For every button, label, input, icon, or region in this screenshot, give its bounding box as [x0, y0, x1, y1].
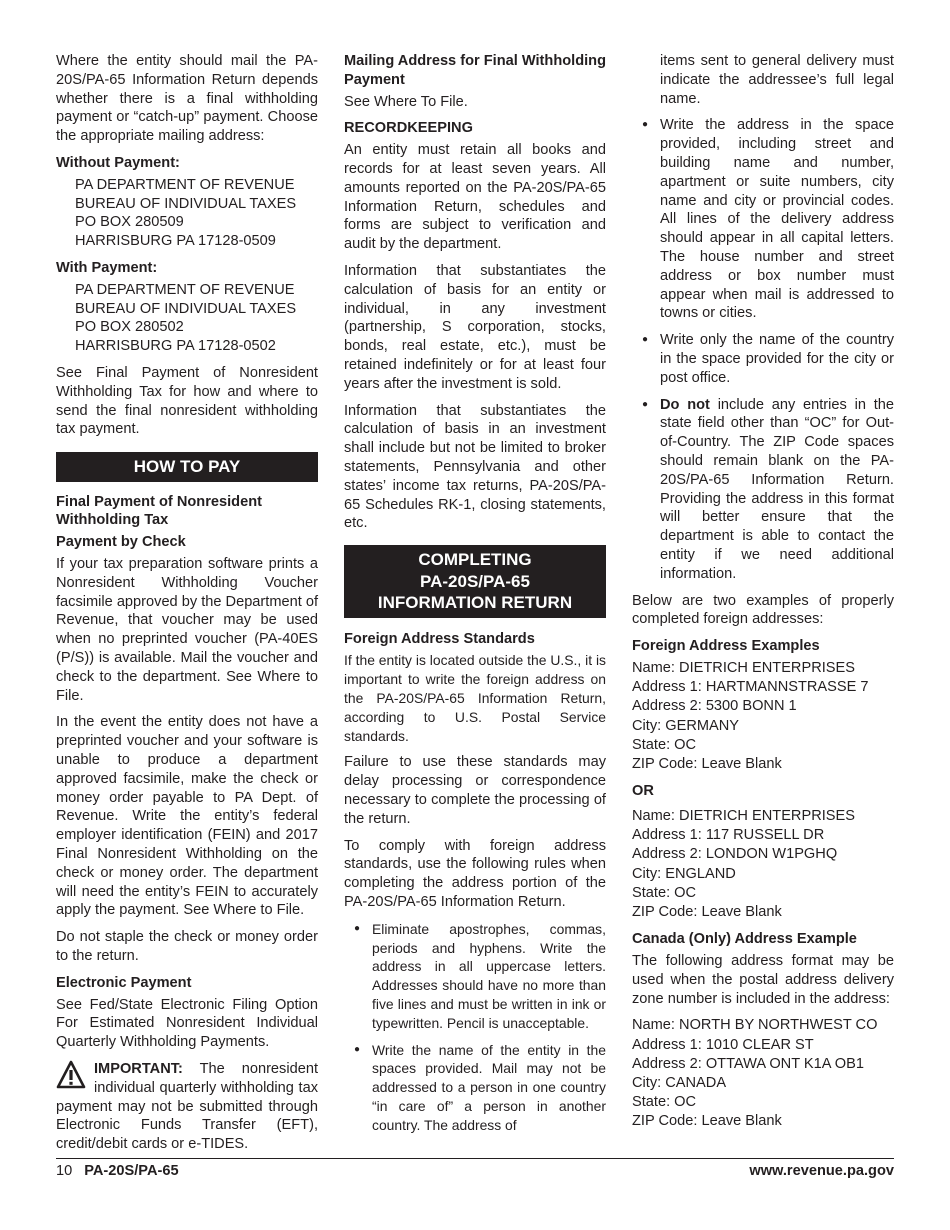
- check-paragraph-2: In the event the entity does not have a preprinted voucher and your software is unable to produce a department approved facsimile, make the check or money order payable to PA Dept. of Revenue. Write the entity’s federal employer identification (FEIN) and 2017 Final Nonresident Withholding on the check or money order. The department will need the entity’s FEIN to accurately apply the payment. See Where to File.: [56, 714, 318, 919]
- without-payment-heading: Without Payment:: [56, 154, 180, 171]
- recordkeeping-heading: RECORDKEEPING: [344, 120, 473, 137]
- how-to-pay-banner: HOW TO PAY: [56, 452, 318, 482]
- column-right: [632, 52, 894, 1140]
- example-address-2: [632, 807, 894, 922]
- foreign-address-heading: Foreign Address Standards: [344, 630, 535, 647]
- electronic-payment-text: See Fed/State Electronic Filing Option For Estimated Nonresident Individual Quarterly Withholding Payments.: [56, 996, 318, 1051]
- foreign-rules-list-continued: [632, 116, 894, 583]
- list-item: ● Write the name of the entity in the spaces provided. Mail may not be addressed to a person in one country “in care of” a person in another country. The address of: [344, 1041, 606, 1135]
- foreign-rules-list: [344, 920, 606, 1135]
- warning-icon: [56, 1060, 86, 1090]
- address-line: State: OC: [632, 736, 697, 753]
- address-line: PA DEPARTMENT OF REVENUE: [75, 176, 295, 193]
- important-notice: [56, 1060, 318, 1154]
- mailing-address-text: See Where To File.: [344, 93, 468, 110]
- address-line: HARRISBURG PA 17128-0502: [75, 338, 276, 355]
- mailing-intro: Where the entity should mail the PA-20S/PA-65 Information Return depends whether there is a final withholding payment or “catch-up” payment. Choose the appropriate mailing address:: [56, 53, 318, 145]
- footer-left: [56, 1162, 179, 1180]
- mailing-address-heading: [344, 52, 606, 90]
- without-payment-address: [75, 176, 318, 251]
- address-line: City: ENGLAND: [632, 865, 736, 882]
- with-payment-address: [75, 281, 318, 356]
- payment-by-check-heading: Payment by Check: [56, 534, 186, 551]
- with-payment-heading: With Payment:: [56, 259, 158, 276]
- bullet-continuation: items sent to general delivery must indicate the addressee’s full legal name.: [660, 53, 894, 107]
- address-line: State: OC: [632, 1094, 697, 1111]
- foreign-paragraph-3: To comply with foreign address standards, use the following rules when completing the address portion of the PA-20S/PA-65 Information Return.: [344, 837, 606, 910]
- page-number: 10: [56, 1163, 73, 1179]
- column-left: [56, 52, 318, 1154]
- address-line: BUREAU OF INDIVIDUAL TAXES: [75, 195, 297, 212]
- foreign-paragraph-1: If the entity is located outside the U.S., it is important to write the foreign address on the PA-20S/PA-65 Information Return, according to U.S. Postal Service standards.: [344, 652, 606, 744]
- address-line: BUREAU OF INDIVIDUAL TAXES: [75, 300, 297, 317]
- recordkeeping-paragraph-1: An entity must retain all books and records for at least seven years. All amounts reported on the PA-20S/PA-65 Information Return, schedules and forms are subject to verification and audit by the department.: [344, 142, 606, 253]
- final-payment-heading: Final Payment of Nonresident Withholding Tax: [56, 493, 262, 529]
- address-line: ZIP Code: Leave Blank: [632, 1113, 782, 1130]
- examples-intro: Below are two examples of properly completed foreign addresses:: [632, 592, 894, 628]
- or-label: OR: [632, 783, 654, 800]
- important-text: The nonresident individual quarterly withholding tax payment may not be submitted through Electronic Funds Transfer (EFT), credit/debit cards or e-TIDES.: [56, 1060, 318, 1153]
- address-line: Address 2: 5300 BONN 1: [632, 698, 797, 715]
- address-line: Name: NORTH BY NORTHWEST CO: [632, 1017, 878, 1034]
- column-middle: [344, 52, 606, 1143]
- address-line: Address 1: HARTMANNSTRASSE 7: [632, 679, 869, 696]
- list-item: [632, 396, 894, 584]
- address-line: Address 2: OTTAWA ONT K1A OB1: [632, 1055, 864, 1072]
- address-line: City: GERMANY: [632, 717, 740, 734]
- address-line: ZIP Code: Leave Blank: [632, 755, 782, 772]
- banner-line: COMPLETING: [418, 550, 532, 570]
- recordkeeping-paragraph-2: Information that substantiates the calculation of basis for an entity or individual, in any investment (partnership, S corporation, stocks, bonds, real estate, etc.), must be retained indefinitely or for at least four years after the investment is sold.: [344, 262, 606, 392]
- example-address-1: [632, 659, 894, 774]
- banner-line: INFORMATION RETURN: [377, 593, 573, 613]
- do-not-text: include any entries in the state field other than “OC” for Out-of-Country. The ZIP Code spaces should remain blank on the PA-20S/PA-65 Information Return. Providing the address in this format will better ensure that the department is able to contact the entity if we need additional information.: [660, 396, 895, 582]
- check-paragraph-1: If your tax preparation software prints a Nonresident Withholding Voucher facsimile approved by the Department of Revenue, that voucher may be used when no preprinted voucher (PA-40ES (P/S)) is available. Mail the voucher and check to the department. See Where to File.: [56, 556, 319, 704]
- mailing-address-heading-text: Mailing Address for Final Withholding Payment: [344, 53, 607, 88]
- website-link[interactable]: www.revenue.pa.gov: [749, 1163, 894, 1179]
- address-line: PA DEPARTMENT OF REVENUE: [75, 281, 295, 298]
- form-name: PA-20S/PA-65: [84, 1163, 179, 1179]
- completing-banner: [344, 545, 606, 618]
- foreign-examples-heading: Foreign Address Examples: [632, 638, 820, 655]
- address-line: Address 2: LONDON W1PGHQ: [632, 846, 838, 863]
- check-paragraph-3: Do not staple the check or money order to the return.: [56, 929, 318, 964]
- list-item: ● Eliminate apostrophes, commas, periods and hyphens. Write the address in all uppercase letters. Addresses should have no more than five lines and must be written in ink or typewritten. Pencil is unacceptable.: [344, 920, 606, 1033]
- foreign-paragraph-2: Failure to use these standards may delay processing or correspondence necessary to complete the processing of the return.: [344, 754, 606, 827]
- address-line: ZIP Code: Leave Blank: [632, 903, 782, 920]
- do-not-label: Do not: [660, 396, 710, 413]
- canada-heading: Canada (Only) Address Example: [632, 931, 857, 948]
- address-line: HARRISBURG PA 17128-0509: [75, 233, 276, 250]
- example-address-3: [632, 1016, 894, 1131]
- address-line: State: OC: [632, 884, 697, 901]
- important-label: IMPORTANT:: [94, 1060, 183, 1077]
- electronic-payment-heading: Electronic Payment: [56, 974, 192, 991]
- footer-divider: [56, 1158, 894, 1159]
- canada-paragraph: The following address format may be used when the postal address delivery zone number is included in the address:: [632, 952, 894, 1007]
- address-line: PO BOX 280502: [75, 319, 184, 336]
- address-line: City: CANADA: [632, 1074, 727, 1091]
- address-line: Name: DIETRICH ENTERPRISES: [632, 807, 855, 824]
- address-line: Address 1: 117 RUSSELL DR: [632, 827, 825, 844]
- list-item: ● Write the address in the space provided, including street and building name and number, apartment or suite numbers, city name and city or provincial codes. All lines of the delivery address should appear in all capital letters. The house number and street address or box number must appear when mail is addressed to towns or cities.: [632, 116, 894, 323]
- recordkeeping-paragraph-3: Information that substantiates the calculation of basis in an investment shall include but not be limited to broker statements, Pennsylvania and other states’ income tax returns, PA-20S/PA-65 Schedules RK-1, closing statements, etc.: [344, 402, 606, 532]
- address-line: PO BOX 280509: [75, 214, 184, 231]
- see-final-payment-text: See Final Payment of Nonresident Withholding Tax for how and where to send the final nonresident withholding tax payment.: [56, 364, 318, 438]
- address-line: Name: DIETRICH ENTERPRISES: [632, 659, 855, 676]
- list-item: ● Write only the name of the country in the space provided for the city or post office.: [632, 331, 894, 387]
- address-line: Address 1: 1010 CLEAR ST: [632, 1036, 814, 1053]
- banner-line: PA-20S/PA-65: [420, 571, 530, 591]
